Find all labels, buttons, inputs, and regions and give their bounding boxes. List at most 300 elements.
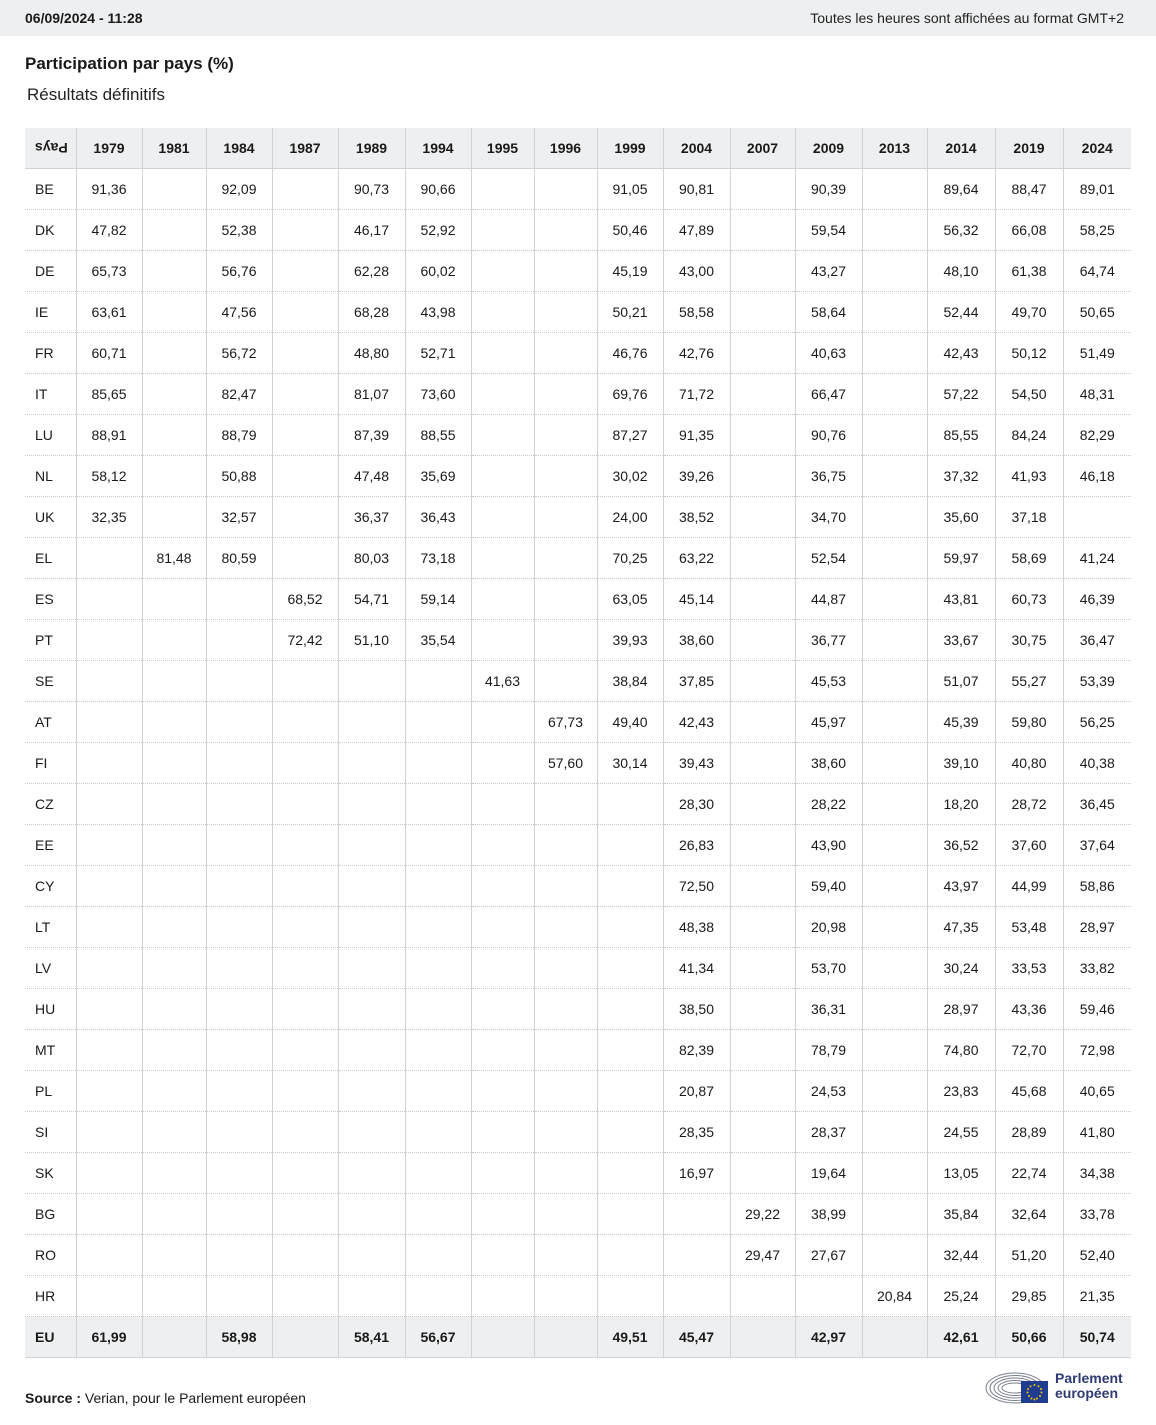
turnout-cell: [76, 661, 142, 702]
turnout-cell: [534, 292, 597, 333]
turnout-cell: [405, 825, 471, 866]
turnout-cell: [338, 1112, 405, 1153]
turnout-cell: 30,02: [597, 456, 663, 497]
turnout-cell: [272, 169, 338, 210]
turnout-cell: [730, 169, 795, 210]
turnout-cell: 30,24: [927, 948, 995, 989]
top-bar: [0, 0, 1156, 36]
turnout-cell: [76, 702, 142, 743]
total-cell: 45,47: [663, 1317, 730, 1358]
turnout-cell: 80,59: [206, 538, 272, 579]
column-header-1989: 1989: [338, 128, 405, 169]
turnout-cell: [597, 989, 663, 1030]
turnout-cell: 39,26: [663, 456, 730, 497]
turnout-cell: 63,61: [76, 292, 142, 333]
turnout-cell: 85,65: [76, 374, 142, 415]
turnout-cell: 47,82: [76, 210, 142, 251]
turnout-cell: [206, 620, 272, 661]
logo-text-line-1: Parlement: [1055, 1370, 1123, 1386]
turnout-cell: 58,69: [995, 538, 1063, 579]
turnout-cell: [471, 620, 534, 661]
turnout-cell: 42,76: [663, 333, 730, 374]
turnout-cell: 58,25: [1063, 210, 1131, 251]
turnout-cell: [142, 1030, 206, 1071]
turnout-cell: 65,73: [76, 251, 142, 292]
turnout-cell: 41,34: [663, 948, 730, 989]
turnout-cell: [142, 1153, 206, 1194]
turnout-cell: [76, 907, 142, 948]
turnout-cell: [272, 374, 338, 415]
turnout-cell: 20,87: [663, 1071, 730, 1112]
logo-text-line-2: européen: [1055, 1385, 1119, 1401]
turnout-cell: [471, 1153, 534, 1194]
turnout-cell: [862, 169, 927, 210]
turnout-cell: [597, 948, 663, 989]
turnout-cell: 24,55: [927, 1112, 995, 1153]
turnout-cell: 47,89: [663, 210, 730, 251]
turnout-cell: [272, 825, 338, 866]
turnout-cell: [862, 333, 927, 374]
timezone-note: Toutes les heures sont affichées au format GMT+2: [810, 10, 1124, 26]
turnout-cell: [142, 169, 206, 210]
turnout-cell: [862, 661, 927, 702]
turnout-cell: 70,25: [597, 538, 663, 579]
turnout-cell: [862, 866, 927, 907]
turnout-cell: [730, 948, 795, 989]
country-code: RO: [25, 1235, 76, 1276]
turnout-cell: 44,99: [995, 866, 1063, 907]
turnout-cell: 63,22: [663, 538, 730, 579]
turnout-cell: [730, 333, 795, 374]
turnout-cell: 38,60: [663, 620, 730, 661]
country-code: FR: [25, 333, 76, 374]
turnout-cell: [142, 661, 206, 702]
turnout-cell: [534, 210, 597, 251]
turnout-cell: [471, 415, 534, 456]
turnout-cell: 39,43: [663, 743, 730, 784]
turnout-cell: 89,01: [1063, 169, 1131, 210]
total-cell: 61,99: [76, 1317, 142, 1358]
turnout-cell: [338, 661, 405, 702]
turnout-cell: 45,97: [795, 702, 862, 743]
turnout-cell: 90,73: [338, 169, 405, 210]
turnout-cell: 21,35: [1063, 1276, 1131, 1317]
turnout-cell: 34,70: [795, 497, 862, 538]
column-header-2019: 2019: [995, 128, 1063, 169]
country-code: CZ: [25, 784, 76, 825]
turnout-cell: [405, 743, 471, 784]
turnout-cell: 43,90: [795, 825, 862, 866]
turnout-cell: 91,05: [597, 169, 663, 210]
turnout-cell: [405, 1071, 471, 1112]
total-cell: 56,67: [405, 1317, 471, 1358]
turnout-cell: 81,07: [338, 374, 405, 415]
turnout-cell: 87,27: [597, 415, 663, 456]
table-row-el: [25, 538, 1131, 579]
country-code: HU: [25, 989, 76, 1030]
country-code: MT: [25, 1030, 76, 1071]
turnout-cell: [730, 374, 795, 415]
turnout-cell: 60,02: [405, 251, 471, 292]
turnout-cell: 90,76: [795, 415, 862, 456]
turnout-cell: [206, 702, 272, 743]
turnout-cell: [597, 1153, 663, 1194]
turnout-cell: 52,44: [927, 292, 995, 333]
total-row: [25, 1317, 1131, 1358]
turnout-cell: [534, 620, 597, 661]
turnout-cell: [206, 907, 272, 948]
turnout-cell: [76, 825, 142, 866]
column-header-1996: 1996: [534, 128, 597, 169]
turnout-cell: [730, 1112, 795, 1153]
turnout-cell: [471, 1030, 534, 1071]
turnout-cell: [142, 1235, 206, 1276]
turnout-cell: [862, 374, 927, 415]
turnout-cell: 63,05: [597, 579, 663, 620]
turnout-cell: [663, 1276, 730, 1317]
country-code: UK: [25, 497, 76, 538]
turnout-cell: [471, 1112, 534, 1153]
turnout-cell: [471, 374, 534, 415]
turnout-cell: [76, 579, 142, 620]
turnout-cell: 50,88: [206, 456, 272, 497]
turnout-cell: [534, 497, 597, 538]
turnout-cell: 51,49: [1063, 333, 1131, 374]
turnout-cell: [730, 743, 795, 784]
turnout-cell: [272, 251, 338, 292]
turnout-cell: [862, 210, 927, 251]
turnout-cell: [206, 1112, 272, 1153]
turnout-cell: [272, 948, 338, 989]
turnout-cell: [862, 1153, 927, 1194]
turnout-cell: 52,38: [206, 210, 272, 251]
turnout-cell: [471, 497, 534, 538]
turnout-cell: 46,76: [597, 333, 663, 374]
turnout-cell: 33,53: [995, 948, 1063, 989]
turnout-cell: 78,79: [795, 1030, 862, 1071]
turnout-cell: [730, 1276, 795, 1317]
turnout-cell: 56,25: [1063, 702, 1131, 743]
turnout-cell: [272, 333, 338, 374]
turnout-cell: 38,99: [795, 1194, 862, 1235]
turnout-cell: [471, 702, 534, 743]
total-cell: 42,61: [927, 1317, 995, 1358]
column-header-2004: 2004: [663, 128, 730, 169]
turnout-cell: [862, 1235, 927, 1276]
total-label: EU: [25, 1317, 76, 1358]
turnout-cell: [405, 1153, 471, 1194]
turnout-cell: 16,97: [663, 1153, 730, 1194]
turnout-cell: [597, 1112, 663, 1153]
column-header-1987: 1987: [272, 128, 338, 169]
turnout-cell: [206, 1071, 272, 1112]
turnout-cell: 35,54: [405, 620, 471, 661]
turnout-cell: 36,31: [795, 989, 862, 1030]
turnout-cell: 90,39: [795, 169, 862, 210]
turnout-cell: 71,72: [663, 374, 730, 415]
turnout-cell: [405, 702, 471, 743]
table-row-bg: [25, 1194, 1131, 1235]
turnout-cell: [597, 1194, 663, 1235]
total-cell: 50,74: [1063, 1317, 1131, 1358]
turnout-cell: 50,65: [1063, 292, 1131, 333]
turnout-cell: 54,71: [338, 579, 405, 620]
turnout-cell: 49,40: [597, 702, 663, 743]
turnout-cell: [862, 1030, 927, 1071]
turnout-cell: 60,71: [76, 333, 142, 374]
turnout-cell: [862, 292, 927, 333]
turnout-cell: [730, 784, 795, 825]
turnout-cell: [76, 1030, 142, 1071]
turnout-cell: 45,53: [795, 661, 862, 702]
turnout-cell: 28,30: [663, 784, 730, 825]
turnout-cell: 36,37: [338, 497, 405, 538]
source-text: Verian, pour le Parlement européen: [84, 1390, 306, 1406]
turnout-cell: [471, 333, 534, 374]
turnout-cell: [272, 1071, 338, 1112]
turnout-cell: 59,46: [1063, 989, 1131, 1030]
turnout-cell: 49,70: [995, 292, 1063, 333]
turnout-cell: [142, 743, 206, 784]
turnout-cell: [534, 661, 597, 702]
turnout-cell: 50,21: [597, 292, 663, 333]
turnout-cell: 56,32: [927, 210, 995, 251]
country-column-label: Pays: [35, 140, 68, 156]
country-code: IT: [25, 374, 76, 415]
turnout-cell: [862, 415, 927, 456]
turnout-cell: [597, 1235, 663, 1276]
turnout-cell: 72,98: [1063, 1030, 1131, 1071]
turnout-cell: [471, 210, 534, 251]
turnout-cell: [597, 1276, 663, 1317]
turnout-cell: 30,14: [597, 743, 663, 784]
turnout-cell: 92,09: [206, 169, 272, 210]
turnout-cell: [76, 784, 142, 825]
turnout-cell: [338, 1153, 405, 1194]
country-code: LU: [25, 415, 76, 456]
turnout-cell: 20,98: [795, 907, 862, 948]
turnout-cell: [142, 1276, 206, 1317]
turnout-cell: 57,60: [534, 743, 597, 784]
turnout-cell: 20,84: [862, 1276, 927, 1317]
turnout-cell: 52,71: [405, 333, 471, 374]
turnout-cell: [338, 743, 405, 784]
turnout-cell: 48,31: [1063, 374, 1131, 415]
turnout-cell: [471, 292, 534, 333]
turnout-cell: 58,64: [795, 292, 862, 333]
turnout-cell: 43,27: [795, 251, 862, 292]
turnout-cell: [272, 661, 338, 702]
turnout-cell: 40,38: [1063, 743, 1131, 784]
turnout-cell: [663, 1235, 730, 1276]
turnout-cell: 39,93: [597, 620, 663, 661]
turnout-cell: 18,20: [927, 784, 995, 825]
country-code: IE: [25, 292, 76, 333]
turnout-cell: [142, 415, 206, 456]
column-header-2013: 2013: [862, 128, 927, 169]
turnout-cell: [730, 825, 795, 866]
turnout-cell: [730, 292, 795, 333]
country-code: HR: [25, 1276, 76, 1317]
turnout-cell: [142, 866, 206, 907]
turnout-cell: [862, 251, 927, 292]
turnout-cell: [272, 989, 338, 1030]
turnout-cell: 53,70: [795, 948, 862, 989]
turnout-cell: 59,40: [795, 866, 862, 907]
total-cell: [142, 1317, 206, 1358]
column-header-2014: 2014: [927, 128, 995, 169]
turnout-cell: 43,81: [927, 579, 995, 620]
turnout-cell: 40,80: [995, 743, 1063, 784]
turnout-cell: 88,91: [76, 415, 142, 456]
turnout-cell: [142, 989, 206, 1030]
table-row-lt: [25, 907, 1131, 948]
total-cell: 58,98: [206, 1317, 272, 1358]
turnout-cell: [142, 1112, 206, 1153]
turnout-cell: 29,47: [730, 1235, 795, 1276]
turnout-cell: 37,32: [927, 456, 995, 497]
turnout-cell: 37,60: [995, 825, 1063, 866]
total-cell: [272, 1317, 338, 1358]
turnout-cell: [338, 1235, 405, 1276]
turnout-cell: 68,28: [338, 292, 405, 333]
turnout-cell: [76, 538, 142, 579]
turnout-cell: 59,54: [795, 210, 862, 251]
turnout-cell: 59,80: [995, 702, 1063, 743]
table-row-lu: [25, 415, 1131, 456]
logo-text: [1055, 1371, 1123, 1401]
turnout-cell: [206, 989, 272, 1030]
turnout-cell: [730, 907, 795, 948]
column-header-2009: 2009: [795, 128, 862, 169]
total-cell: [730, 1317, 795, 1358]
turnout-cell: [142, 1071, 206, 1112]
turnout-cell: 52,54: [795, 538, 862, 579]
turnout-cell: [272, 415, 338, 456]
turnout-cell: 32,44: [927, 1235, 995, 1276]
turnout-cell: 28,97: [1063, 907, 1131, 948]
column-header-1994: 1994: [405, 128, 471, 169]
turnout-cell: [76, 1112, 142, 1153]
table-row-pt: [25, 620, 1131, 661]
turnout-cell: 46,17: [338, 210, 405, 251]
turnout-cell: [206, 948, 272, 989]
results-table: [25, 128, 1131, 1358]
country-code: ES: [25, 579, 76, 620]
header-row: [25, 128, 1131, 169]
turnout-cell: [338, 825, 405, 866]
turnout-cell: 51,20: [995, 1235, 1063, 1276]
turnout-cell: 43,00: [663, 251, 730, 292]
turnout-cell: [405, 661, 471, 702]
turnout-cell: [272, 907, 338, 948]
turnout-cell: [206, 1030, 272, 1071]
turnout-cell: 73,60: [405, 374, 471, 415]
turnout-cell: [142, 702, 206, 743]
column-header-1999: 1999: [597, 128, 663, 169]
turnout-cell: 89,64: [927, 169, 995, 210]
turnout-cell: 28,89: [995, 1112, 1063, 1153]
table-row-it: [25, 374, 1131, 415]
turnout-cell: 59,97: [927, 538, 995, 579]
total-cell: [862, 1317, 927, 1358]
turnout-cell: [405, 1030, 471, 1071]
turnout-cell: 58,86: [1063, 866, 1131, 907]
table-row-si: [25, 1112, 1131, 1153]
country-code: LV: [25, 948, 76, 989]
column-header-2024: 2024: [1063, 128, 1131, 169]
turnout-cell: 33,67: [927, 620, 995, 661]
turnout-cell: 45,14: [663, 579, 730, 620]
turnout-cell: 19,64: [795, 1153, 862, 1194]
turnout-cell: [272, 702, 338, 743]
turnout-cell: 48,38: [663, 907, 730, 948]
turnout-cell: 88,79: [206, 415, 272, 456]
turnout-cell: 38,60: [795, 743, 862, 784]
turnout-cell: [338, 702, 405, 743]
turnout-cell: [862, 620, 927, 661]
country-code: NL: [25, 456, 76, 497]
turnout-cell: [76, 866, 142, 907]
turnout-cell: 54,50: [995, 374, 1063, 415]
turnout-cell: [730, 866, 795, 907]
turnout-cell: [534, 415, 597, 456]
turnout-cell: [730, 251, 795, 292]
turnout-cell: 42,43: [927, 333, 995, 374]
turnout-cell: [471, 1071, 534, 1112]
country-code: FI: [25, 743, 76, 784]
turnout-cell: [471, 169, 534, 210]
turnout-cell: 72,50: [663, 866, 730, 907]
turnout-cell: [534, 1030, 597, 1071]
table-row-ro: [25, 1235, 1131, 1276]
table-row-cz: [25, 784, 1131, 825]
turnout-cell: [534, 169, 597, 210]
turnout-cell: [862, 497, 927, 538]
turnout-cell: 58,58: [663, 292, 730, 333]
turnout-cell: [206, 784, 272, 825]
turnout-cell: 13,05: [927, 1153, 995, 1194]
country-code: EL: [25, 538, 76, 579]
turnout-cell: [206, 661, 272, 702]
turnout-cell: [534, 1153, 597, 1194]
turnout-cell: [534, 825, 597, 866]
turnout-cell: 44,87: [795, 579, 862, 620]
turnout-cell: [862, 579, 927, 620]
turnout-cell: 32,35: [76, 497, 142, 538]
turnout-cell: 40,63: [795, 333, 862, 374]
turnout-cell: [272, 538, 338, 579]
turnout-cell: 55,27: [995, 661, 1063, 702]
turnout-cell: [272, 1030, 338, 1071]
turnout-cell: [272, 210, 338, 251]
turnout-cell: [272, 1112, 338, 1153]
turnout-cell: [206, 1153, 272, 1194]
turnout-cell: [272, 1276, 338, 1317]
turnout-cell: [142, 620, 206, 661]
turnout-cell: 38,52: [663, 497, 730, 538]
turnout-cell: 56,76: [206, 251, 272, 292]
turnout-cell: 50,12: [995, 333, 1063, 374]
turnout-cell: 41,24: [1063, 538, 1131, 579]
turnout-cell: 33,78: [1063, 1194, 1131, 1235]
table-row-uk: [25, 497, 1131, 538]
turnout-cell: [206, 825, 272, 866]
turnout-cell: [338, 1030, 405, 1071]
column-header-2007: 2007: [730, 128, 795, 169]
turnout-cell: [338, 866, 405, 907]
turnout-cell: [272, 743, 338, 784]
